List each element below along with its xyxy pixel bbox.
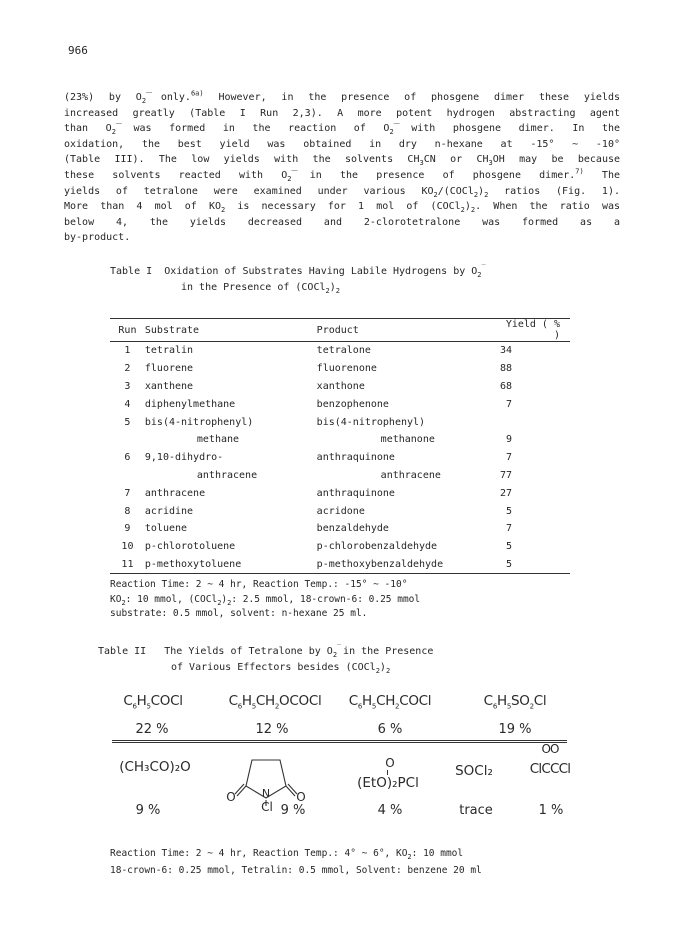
- cell-product: bis(4-nitrophenyl): [316, 416, 426, 428]
- table-row: [110, 484, 570, 502]
- table-row: [110, 378, 570, 396]
- table2-note-2: 18-crown-6: 0.25 mmol, Tetralin: 0.5 mmol, Solvent: benzene 20 ml: [110, 865, 482, 876]
- table1-note-1: Reaction Time: 2 ~ 4 hr, Reaction Temp.: -15° ~ -10°: [110, 579, 408, 590]
- cell-product: fluorenone: [316, 363, 377, 375]
- cell-run: 4: [124, 398, 131, 410]
- header-product: Product: [317, 319, 500, 342]
- cell-substrate: bis(4-nitrophenyl): [144, 416, 254, 428]
- paragraph-line: (Table III). The low yields with the solvents $CH_3CN$ or $CH_3OH$ may be because: [64, 154, 621, 168]
- paragraph-line: yields of tetralone were examined under various $KO_2/(COCl_2)_2$ ratios (Fig. 1).: [64, 185, 620, 199]
- paragraph-line: below 4, the yields decreased and 2-clorotetralone was formed as a: [64, 216, 620, 228]
- table-row: [110, 538, 570, 556]
- table-row: [110, 449, 570, 467]
- cell-substrate: xanthene: [144, 380, 194, 392]
- effector-7-yield: 4 %: [377, 803, 403, 818]
- header-run: Run: [110, 319, 145, 342]
- cell-substrate: fluorene: [144, 363, 194, 375]
- effector-4-formula: $C_6H_5SO_2Cl$: [483, 693, 547, 711]
- cell-product: benzaldehyde: [316, 523, 389, 535]
- succinimide-o-right: O: [296, 790, 306, 804]
- effector-8-yield: trace: [459, 803, 493, 818]
- cell-yield: 7: [505, 398, 512, 410]
- effector-3-yield: 6 %: [377, 722, 403, 737]
- effector-1-formula: $C_6H_5COCl$: [123, 693, 183, 711]
- table1-note-2: $KO_2$: 10 mmol, $(COCl_2)_2$: 2.5 mmol, 18-crown-6: 0.25 mmol: [110, 593, 421, 607]
- cell-run: 2: [124, 363, 131, 375]
- table2-caption: Table II The Yields of Tetralone by $O_2$ in the Presence of Various Effectors besides $(COCl_2)_2$: [98, 646, 434, 675]
- effector-9-yield: 1 %: [538, 803, 564, 818]
- cell-yield: 7: [505, 523, 512, 535]
- effector-2-formula: $C_6H_5CH_2OCOCl$: [228, 693, 322, 711]
- effector-9-oxo: OO: [541, 742, 559, 756]
- cell-run: 10: [121, 541, 134, 553]
- succinimide-cl: Cl: [261, 800, 273, 814]
- cell-yield: 88: [499, 363, 512, 375]
- effector-7-formula: (EtO)₂PCl: [357, 775, 419, 791]
- body-paragraph: [64, 90, 620, 246]
- cell-yield: 34: [499, 345, 512, 357]
- table1: [110, 318, 570, 574]
- cell-yield: 7: [505, 452, 512, 464]
- cell-product: xanthone: [316, 380, 365, 392]
- table-row: [110, 431, 570, 449]
- paragraph-line: oxidation, the best yield was obtained in dry n-hexane at -15° ~ -10°: [64, 138, 620, 150]
- table2-notes: [110, 845, 482, 879]
- table1-caption-line1: Oxidation of Substrates Having Labile Hydrogens by O: [164, 266, 478, 277]
- table2-rule-top: [112, 740, 567, 741]
- effector-1-yield: 22 %: [135, 722, 169, 737]
- paragraph-line: (23%) by $O_2̅$ only.$^{6a)}$ However, in the presence of phosgene dimer these yields: [64, 89, 620, 105]
- cell-run: 8: [124, 505, 131, 517]
- paragraph-line: these solvents reacted with $O_2̅$ in the presence of phosgene dimer.$^{7)}$ The: [64, 167, 620, 183]
- cell-run: [110, 467, 145, 485]
- table-row: [110, 413, 570, 431]
- cell-substrate: 9,10-dihydro-: [144, 452, 224, 464]
- cell-product: tetralone: [316, 345, 371, 357]
- table-row: [110, 520, 570, 538]
- table1-notes: [110, 578, 420, 622]
- cell-run: 9: [124, 523, 131, 535]
- paragraph-line: by-product.: [64, 232, 131, 244]
- cell-yield: 68: [499, 380, 512, 392]
- cell-product: anthracene: [380, 469, 441, 481]
- cell-substrate: tetralin: [144, 345, 194, 357]
- cell-run: 1: [124, 345, 131, 357]
- cell-yield: [500, 413, 570, 431]
- cell-substrate: toluene: [144, 523, 188, 535]
- effector-2-yield: 12 %: [255, 722, 289, 737]
- paragraph-line: increased greatly (Table I Run 2,3). A more potent hydrogen abstracting agent: [64, 107, 620, 119]
- succinimide-n: N: [261, 787, 271, 800]
- effector-5-formula: (CH₃CO)₂O: [119, 759, 191, 775]
- cell-substrate: diphenylmethane: [144, 398, 236, 410]
- table1-body: [110, 342, 570, 574]
- effector-5-yield: 9 %: [135, 803, 161, 818]
- table-row: [110, 467, 570, 485]
- table-row: [110, 556, 570, 574]
- cell-substrate: anthracene: [144, 487, 206, 499]
- header-substrate: Substrate: [145, 319, 317, 342]
- table2-caption-line2: of Various Effectors besides (COCl: [171, 662, 376, 673]
- table2-caption-label: Table II: [98, 646, 147, 657]
- cell-product: methanone: [380, 434, 435, 446]
- header-yield: Yield ( % ): [500, 319, 570, 342]
- cell-run: 7: [124, 487, 131, 499]
- page-number: 966: [68, 44, 88, 57]
- cell-substrate: p-methoxytoluene: [145, 556, 317, 574]
- cell-substrate: acridine: [144, 505, 194, 517]
- table1-caption-label: Table I: [110, 266, 153, 277]
- table-row: [110, 360, 570, 378]
- cell-yield: 5: [505, 541, 512, 553]
- cell-run: 6: [124, 452, 131, 464]
- succinimide-o-left: O: [226, 790, 236, 804]
- cell-substrate: p-chlorotoluene: [144, 541, 236, 553]
- effector-4-yield: 19 %: [498, 722, 532, 737]
- cell-run: 5: [124, 416, 131, 428]
- effector-7-oxo: O: [385, 756, 395, 770]
- cell-substrate: anthracene: [196, 469, 258, 481]
- cell-yield: 5: [500, 556, 570, 574]
- paragraph-line: More than 4 mol of $KO_2$ is necessary for 1 mol of $(COCl_2)_2$. When the ratio was: [64, 201, 620, 215]
- effector-3-formula: $C_6H_5CH_2COCl$: [348, 693, 432, 711]
- table1-caption: Table I Oxidation of Substrates Having Labile Hydrogens by $O_2$ in the Presence of $(COCl_2)_2$: [110, 266, 482, 295]
- table-row: [110, 395, 570, 413]
- cell-product: acridone: [316, 505, 365, 517]
- cell-run: 11: [110, 556, 145, 574]
- cell-run: [110, 431, 145, 449]
- table-row: [110, 502, 570, 520]
- table2-rule-top-2: [112, 742, 567, 743]
- cell-substrate: methane: [196, 434, 240, 446]
- table1-caption-line2: in the Presence of (COCl: [181, 282, 326, 293]
- effector-9-formula: ClCCCl: [529, 761, 571, 777]
- cell-product: anthraquinone: [316, 452, 395, 464]
- table1-note-3: substrate: 0.5 mmol, solvent: n-hexane 25 ml.: [110, 608, 368, 619]
- table1-header-row: [110, 319, 570, 342]
- table2-caption-line1: The Yields of Tetralone by O: [164, 646, 333, 657]
- table2-note-1: Reaction Time: 2 ~ 4 hr, Reaction Temp.: 4° ~ 6°, $KO_2$: 10 mmol: [110, 848, 464, 861]
- cell-yield: 5: [505, 505, 512, 517]
- cell-product: anthraquinone: [316, 487, 395, 499]
- cell-product: p-chlorobenzaldehyde: [316, 541, 438, 553]
- paragraph-line: than $O_2̅$ was formed in the reaction of $O_2̅$ with phosgene dimer. In the: [64, 123, 621, 137]
- table-row: [110, 342, 570, 360]
- effector-6-yield: 9 %: [280, 803, 306, 818]
- cell-run: 3: [124, 380, 131, 392]
- effector-8-formula: SOCl₂: [455, 763, 493, 779]
- cell-product: benzophenone: [316, 398, 389, 410]
- cell-yield: 27: [499, 487, 512, 499]
- cell-yield: 9: [505, 434, 512, 446]
- cell-yield: 77: [499, 469, 512, 481]
- cell-product: p-methoxybenzaldehyde: [317, 556, 500, 574]
